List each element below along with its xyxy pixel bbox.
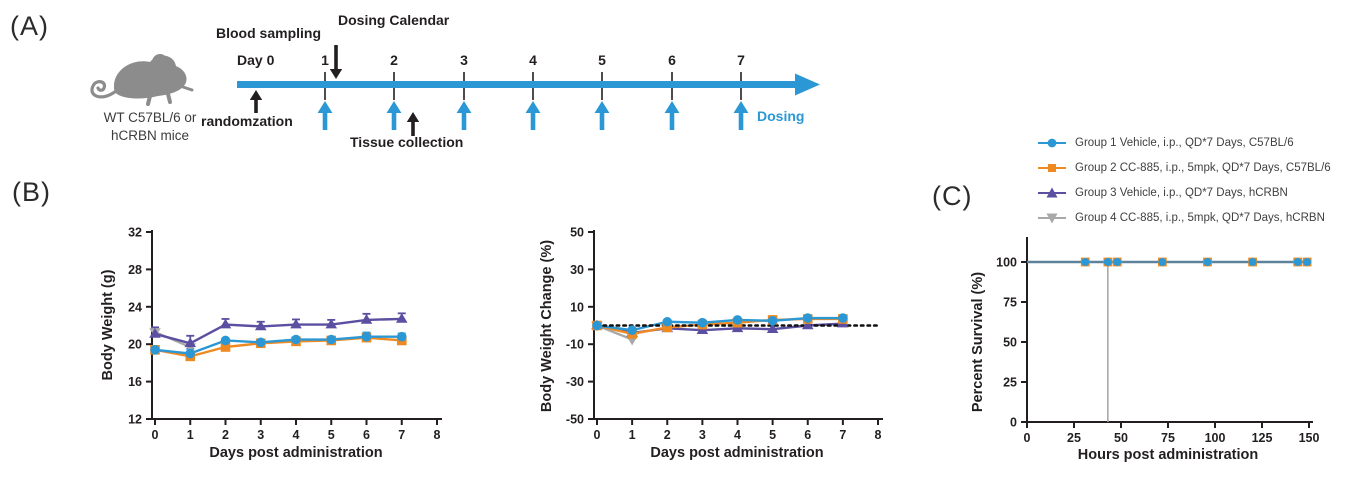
legend-item-label: Group 4 CC-885, i.p., 5mpk, QD*7 Days, hCRBN [1075, 212, 1325, 224]
mouse-caption-line2: hCRBN mice [110, 127, 189, 143]
legend-item-label: Group 3 Vehicle, i.p., QD*7 Days, hCRBN [1075, 187, 1288, 199]
panel-c-label: (C) [932, 181, 973, 211]
blood-sampling-label: Blood sampling [216, 25, 321, 41]
day-zero-label: Day 0 [237, 52, 275, 68]
dosing-arrow [595, 101, 610, 113]
timeline-day-number: 7 [737, 52, 745, 68]
dosing-arrow [734, 101, 749, 113]
body-weight-change-x-tick-label: 8 [874, 428, 882, 442]
dosing-calendar-title: Dosing Calendar [338, 12, 450, 28]
bw-x-axis-title: Days post administration [209, 445, 383, 461]
timeline-arrowhead [795, 74, 820, 96]
dosing-arrow [665, 101, 680, 113]
body-weight-y-tick-label: 20 [128, 337, 142, 352]
dosing-arrow [526, 101, 541, 113]
body-weight-change-marker [803, 313, 813, 323]
surv-x-axis-title: Hours post administration [1077, 447, 1259, 463]
survival-marker-circle [1158, 258, 1166, 266]
dosing-arrow [387, 101, 402, 113]
bwc-y-axis-title: Body Weight Change (%) [539, 239, 555, 413]
legend-item-label: Group 1 Vehicle, i.p., QD*7 Days, C57BL/6 [1075, 137, 1294, 149]
body-weight-y-tick-label: 24 [128, 300, 142, 315]
body-weight-change-y-tick-label: 10 [570, 300, 584, 315]
bw-y-axis-title: Body Weight (g) [100, 269, 116, 381]
body-weight-change-y-tick-label: 30 [570, 262, 584, 277]
survival-group4-drop-line [1027, 262, 1108, 422]
legend-item-label: Group 2 CC-885, i.p., 5mpk, QD*7 Days, C57BL/6 [1075, 162, 1331, 174]
body-weight-y-tick-label: 32 [128, 225, 142, 240]
tissue-collection-label: Tissue collection [350, 134, 464, 150]
survival-x-tick-label: 150 [1298, 431, 1320, 445]
body-weight-x-tick-label: 3 [257, 428, 265, 442]
body-weight-marker [326, 335, 336, 345]
timeline-day-number: 5 [598, 52, 606, 68]
body-weight-change-y-tick-label: -50 [565, 412, 584, 427]
survival-marker-circle [1081, 258, 1089, 266]
body-weight-change-x-tick-label: 5 [769, 428, 777, 442]
body-weight-y-tick-label: 28 [128, 262, 142, 277]
body-weight-change-y-tick-label: -10 [565, 337, 584, 352]
survival-x-tick-label: 25 [1067, 431, 1081, 445]
timeline-day-number: 2 [390, 52, 398, 68]
body-weight-y-tick-label: 16 [128, 375, 142, 390]
body-weight-change-marker [698, 318, 708, 328]
dosing-arrow [318, 101, 333, 113]
body-weight-marker [291, 335, 301, 345]
survival-x-tick-label: 75 [1161, 431, 1175, 445]
survival-x-tick-label: 50 [1114, 431, 1128, 445]
body-weight-x-tick-label: 7 [398, 428, 406, 442]
survival-marker-circle [1249, 258, 1257, 266]
body-weight-change-marker [838, 313, 848, 323]
survival-marker-circle [1203, 258, 1211, 266]
timeline-bar [237, 81, 795, 88]
body-weight-change-x-tick-label: 4 [734, 428, 741, 442]
mouse-caption-line1: WT C57BL/6 or [103, 110, 197, 125]
body-weight-change-marker [627, 325, 637, 335]
body-weight-change-y-tick-label: -30 [565, 375, 584, 390]
survival-x-tick-label: 100 [1204, 431, 1226, 445]
blood-sampling-arrow [330, 69, 342, 79]
body-weight-y-tick-label: 12 [128, 412, 142, 427]
body-weight-change-x-tick-label: 7 [839, 428, 847, 442]
body-weight-x-tick-label: 1 [186, 428, 194, 442]
body-weight-change-y-tick-label: 50 [570, 225, 584, 240]
timeline-day-number: 1 [321, 52, 329, 68]
survival-y-tick-label: 25 [1003, 375, 1017, 390]
body-weight-change-marker [733, 315, 743, 325]
survival-y-tick-label: 100 [996, 255, 1017, 270]
body-weight-x-tick-label: 4 [292, 428, 300, 442]
body-weight-change-x-tick-label: 6 [804, 428, 812, 442]
body-weight-marker [397, 332, 407, 342]
body-weight-change-x-tick-label: 0 [593, 428, 601, 442]
survival-marker-circle [1113, 258, 1121, 266]
survival-y-tick-label: 50 [1003, 335, 1017, 350]
body-weight-marker [362, 332, 372, 342]
panel-a-label: (A) [10, 11, 49, 41]
body-weight-change-x-tick-label: 2 [663, 428, 671, 442]
body-weight-change-x-tick-label: 3 [698, 428, 706, 442]
body-weight-marker [256, 338, 266, 348]
dosing-arrow [457, 101, 472, 113]
body-weight-x-tick-label: 5 [327, 428, 335, 442]
timeline-day-number: 3 [460, 52, 468, 68]
body-weight-marker [221, 336, 231, 346]
body-weight-marker [150, 345, 160, 355]
survival-y-tick-label: 75 [1003, 295, 1017, 310]
timeline-day-number: 6 [668, 52, 676, 68]
tissue-collection-arrow [407, 112, 419, 122]
dosing-label: Dosing [757, 108, 805, 124]
body-weight-change-marker [768, 316, 778, 326]
body-weight-change-marker [662, 317, 672, 327]
body-weight-marker [220, 319, 232, 329]
body-weight-x-tick-label: 8 [433, 428, 441, 442]
bwc-x-axis-title: Days post administration [650, 445, 824, 461]
survival-x-tick-label: 0 [1023, 431, 1031, 445]
body-weight-change-marker [592, 321, 602, 331]
body-weight-marker [185, 349, 195, 359]
survival-marker-circle [1294, 258, 1302, 266]
body-weight-x-tick-label: 0 [151, 428, 159, 442]
body-weight-x-tick-label: 2 [222, 428, 229, 442]
survival-x-tick-label: 125 [1251, 431, 1273, 445]
randomization-label: randomzation [201, 113, 293, 129]
timeline-day-number: 4 [529, 52, 537, 68]
survival-y-tick-label: 0 [1010, 415, 1017, 430]
surv-y-axis-title: Percent Survival (%) [970, 271, 986, 413]
survival-marker-circle [1303, 258, 1311, 266]
survival-marker-circle [1104, 258, 1112, 266]
panel-b-label: (B) [12, 177, 51, 207]
randomization-arrow [250, 90, 262, 100]
body-weight-x-tick-label: 6 [363, 428, 370, 442]
body-weight-change-x-tick-label: 1 [628, 428, 636, 442]
